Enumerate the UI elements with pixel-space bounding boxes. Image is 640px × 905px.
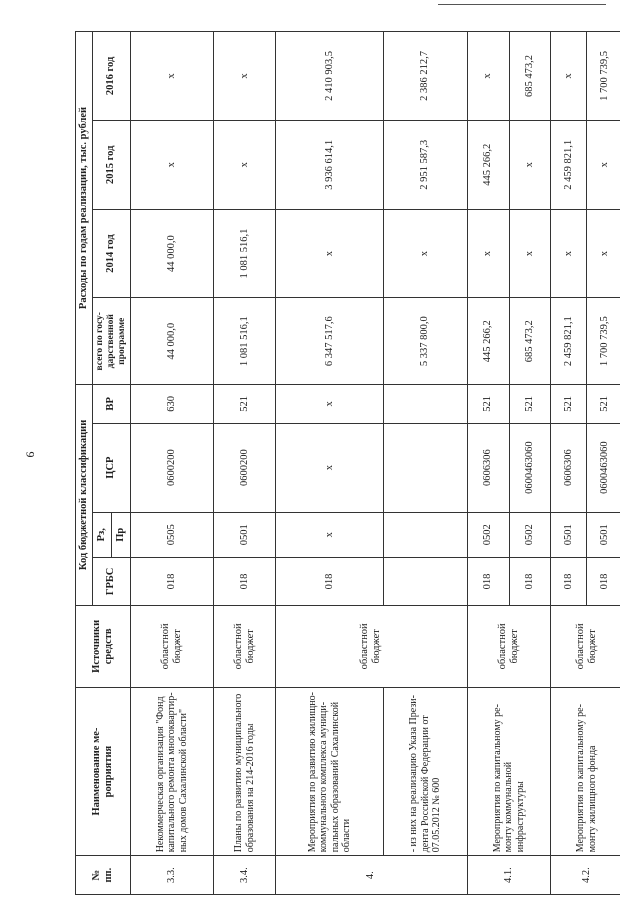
col-no: № пп. xyxy=(76,856,131,895)
row-source: областной бюджет xyxy=(214,605,276,687)
col-2015: 2015 год xyxy=(93,120,131,209)
row-csr xyxy=(384,423,468,512)
row-2016: х xyxy=(214,32,276,121)
row-source: областной бюджет xyxy=(130,605,214,687)
row-2014: х xyxy=(384,209,468,298)
row-no: 3.4. xyxy=(214,856,276,895)
row-csr: 0600463060 xyxy=(587,423,620,512)
row-no: 4.1. xyxy=(467,856,551,895)
row-total: 2 459 821,1 xyxy=(551,298,587,385)
row-source: областной бюджет xyxy=(551,605,620,687)
table-row xyxy=(214,32,276,895)
table-row xyxy=(130,32,214,895)
row-csr: 0600200 xyxy=(130,423,214,512)
row-2016: 2 386 212,7 xyxy=(384,32,468,121)
row-grbs: 018 xyxy=(551,558,587,606)
row-name: Мероприятия по капитальному ре-монту жилищного фонда xyxy=(551,687,620,855)
col-vr: ВР xyxy=(93,384,131,423)
row-2016: х xyxy=(130,32,214,121)
row-vr: х xyxy=(276,384,384,423)
row-vr: 521 xyxy=(551,384,587,423)
row-rzpr: 0501 xyxy=(587,512,620,558)
row-2016: 685 473,2 xyxy=(509,32,551,121)
row-rzpr xyxy=(384,512,468,558)
row-rzpr: 0502 xyxy=(467,512,509,558)
col-budget-code: Код бюджетной классификации xyxy=(76,384,93,605)
row-vr: 521 xyxy=(467,384,509,423)
col-total: всего по госу- дарственной программе xyxy=(93,298,131,385)
row-2015: 2 459 821,1 xyxy=(551,120,587,209)
row-name: Мероприятия по развитию жилищно-коммунального комплекса муници-пальных образований Сахалинской области xyxy=(276,687,384,855)
row-2015: х xyxy=(214,120,276,209)
row-2014: х xyxy=(551,209,587,298)
row-total: 1 700 739,5 xyxy=(587,298,620,385)
row-grbs xyxy=(384,558,468,606)
top-rule xyxy=(438,4,606,5)
row-source: областной бюджет xyxy=(467,605,551,687)
row-csr: 0600200 xyxy=(214,423,276,512)
row-vr: 630 xyxy=(130,384,214,423)
row-csr: х xyxy=(276,423,384,512)
col-csr: ЦСР xyxy=(93,423,131,512)
col-expenses: Расходы по годам реализации, тыс. рублей xyxy=(76,32,93,385)
row-csr: 0606306 xyxy=(467,423,509,512)
row-no: 4. xyxy=(276,856,468,895)
table-row xyxy=(384,32,468,895)
row-rzpr: 0501 xyxy=(214,512,276,558)
row-2014: х xyxy=(276,209,384,298)
row-total: 685 473,2 xyxy=(509,298,551,385)
row-2014: х xyxy=(467,209,509,298)
row-grbs: 018 xyxy=(276,558,384,606)
page-number: 9 xyxy=(23,451,38,458)
row-name: - из них на реализацию Указа Прези-дента Российской Федерации от 07.05.2012 № 600 xyxy=(384,687,468,855)
row-2015: 445 266,2 xyxy=(467,120,509,209)
row-grbs: 018 xyxy=(467,558,509,606)
col-2014: 2014 год xyxy=(93,209,131,298)
row-2016: х xyxy=(551,32,587,121)
col-name: Наименование ме- роприятия xyxy=(76,687,131,855)
row-2016: 2 410 903,5 xyxy=(276,32,384,121)
row-rzpr: 0501 xyxy=(551,512,587,558)
table-row xyxy=(551,32,587,895)
col-2016: 2016 год xyxy=(93,32,131,121)
row-no: 4.2. xyxy=(551,856,620,895)
row-2015: 3 936 614,1 xyxy=(276,120,384,209)
row-2014: 44 000,0 xyxy=(130,209,214,298)
row-2014: 1 081 516,1 xyxy=(214,209,276,298)
row-2015: х xyxy=(509,120,551,209)
col-pr: Пр xyxy=(111,512,130,558)
row-2016: 1 700 739,5 xyxy=(587,32,620,121)
row-vr xyxy=(384,384,468,423)
col-source: Источники средств xyxy=(76,605,131,687)
row-rzpr: 0505 xyxy=(130,512,214,558)
col-grbs: ГРБС xyxy=(93,558,131,606)
row-2015: х xyxy=(587,120,620,209)
row-2014: х xyxy=(509,209,551,298)
row-total: 44 000,0 xyxy=(130,298,214,385)
row-total: 6 347 517,6 xyxy=(276,298,384,385)
row-total: 445 266,2 xyxy=(467,298,509,385)
row-total: 5 337 800,0 xyxy=(384,298,468,385)
rotated-page xyxy=(75,31,620,895)
row-name: Мероприятия по капитальному ре-монту коммунальной инфраструктуры xyxy=(467,687,551,855)
row-name: Планы по развитию муниципального образования на 214-2016 годы xyxy=(214,687,276,855)
row-rzpr: х xyxy=(276,512,384,558)
row-grbs: 018 xyxy=(509,558,551,606)
row-no: 3.3. xyxy=(130,856,214,895)
row-vr: 521 xyxy=(214,384,276,423)
budget-table xyxy=(75,31,620,895)
row-csr: 0600463060 xyxy=(509,423,551,512)
row-vr: 521 xyxy=(587,384,620,423)
table-stage xyxy=(75,31,620,895)
table-row xyxy=(276,32,384,895)
row-2014: х xyxy=(587,209,620,298)
row-grbs: 018 xyxy=(130,558,214,606)
row-source: областной бюджет xyxy=(276,605,468,687)
row-grbs: 018 xyxy=(587,558,620,606)
row-grbs: 018 xyxy=(214,558,276,606)
row-vr: 521 xyxy=(509,384,551,423)
row-rzpr: 0502 xyxy=(509,512,551,558)
row-2016: х xyxy=(467,32,509,121)
table-row xyxy=(467,32,509,895)
row-csr: 0606306 xyxy=(551,423,587,512)
row-2015: х xyxy=(130,120,214,209)
row-total: 1 081 516,1 xyxy=(214,298,276,385)
row-2015: 2 951 587,3 xyxy=(384,120,468,209)
row-name: Некоммерческая организация "Фонд капитального ремонта многоквартир-ных домов Сахалинской области" xyxy=(130,687,214,855)
col-rz: Рз, xyxy=(93,512,112,558)
